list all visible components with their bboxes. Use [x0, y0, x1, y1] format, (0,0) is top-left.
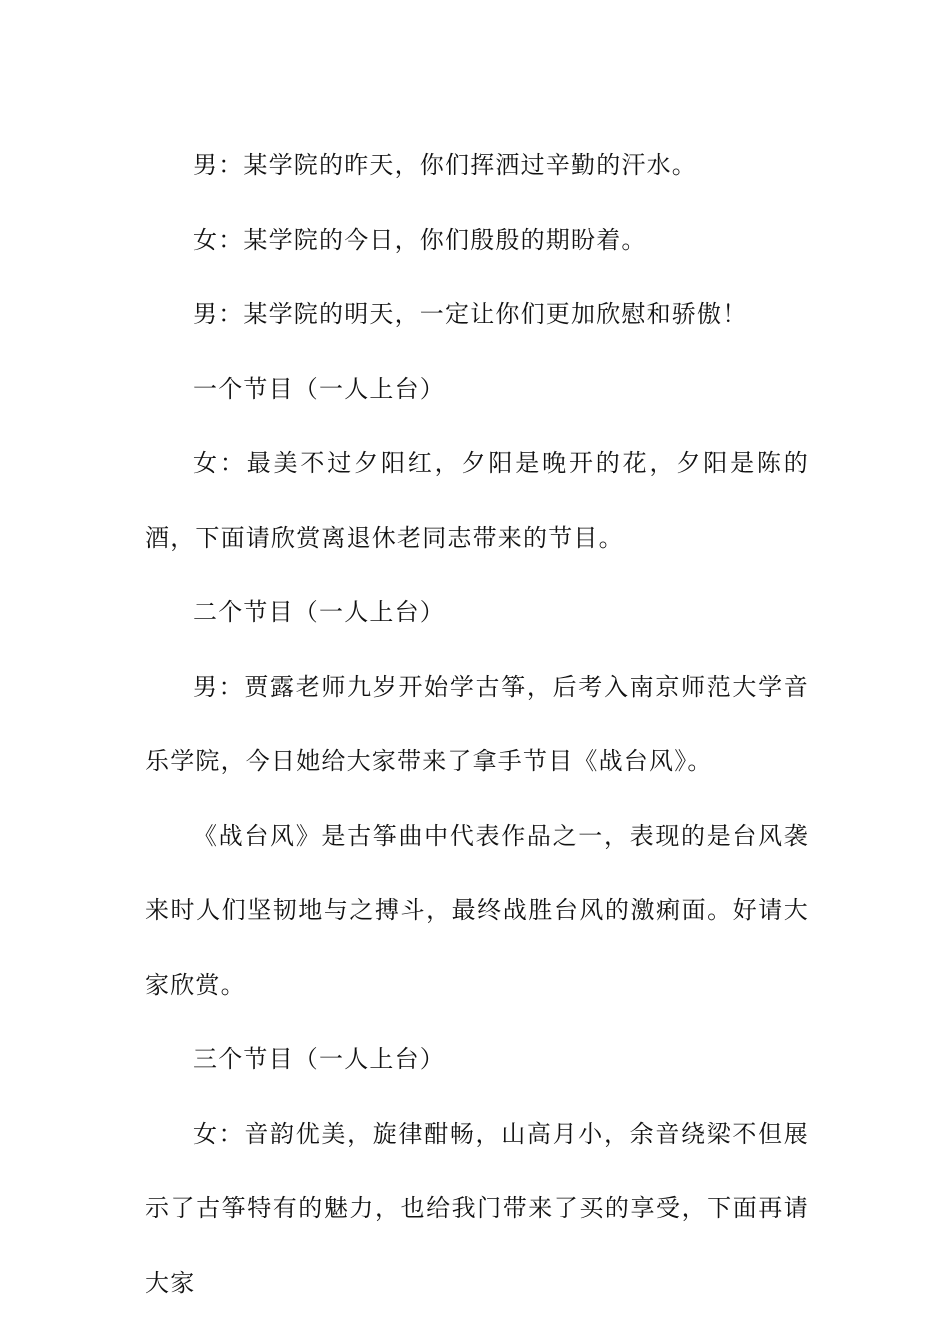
- paragraph: 《战台风》是古筝曲中代表作品之一，表现的是台风袭来时人们坚韧地与之搏斗，最终战胜台风的激痢面。好请大家欣赏。: [145, 821, 809, 999]
- section-heading: 一个节目（一人上台）: [193, 374, 445, 403]
- paragraph: 男：贾露老师九岁开始学古筝，后考入南京师范大学音乐学院，今日她给大家带来了拿手节目《战台风》。: [145, 672, 809, 775]
- section-heading: 三个节目（一人上台）: [193, 1045, 445, 1073]
- paragraph: 男：某学院的明天，一定让你们更加欣慰和骄傲！: [193, 300, 748, 328]
- paragraph: 女：最美不过夕阳红，夕阳是晚开的花，夕阳是陈的酒，下面请欣赏离退休老同志带来的节目。: [145, 449, 809, 552]
- paragraph: 女：音韵优美，旋律酣畅，山高月小，余音绕梁不但展示了古筝特有的魅力，也给我门带来了买的享受，下面再请大家: [145, 1119, 809, 1297]
- document-body: [145, 128, 809, 1320]
- section-heading: 二个节目（一人上台）: [193, 598, 445, 626]
- paragraph: 男：某学院的昨天，你们挥洒过辛勤的汗水。: [193, 151, 697, 179]
- paragraph: 女：某学院的今日，你们殷殷的期盼着。: [193, 225, 647, 254]
